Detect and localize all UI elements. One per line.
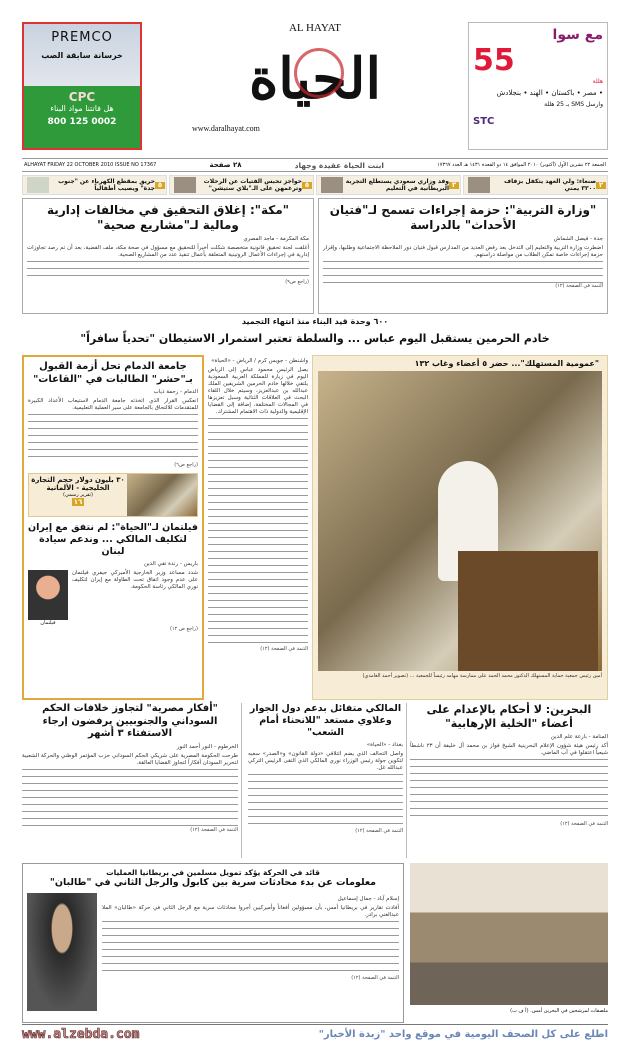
dammam-byline: الدمام - رحمة ذياب: [153, 389, 198, 395]
logo-ar: الحياة: [248, 46, 382, 112]
footer-rule: [22, 1024, 608, 1025]
main-bylines: واشنطن - جويس كرم / الرياض - «الحياة»: [211, 358, 308, 364]
premco-ad[interactable]: [22, 22, 142, 150]
story-lead: اضطرت وزارة التربية والتعليم إلى التدخل بعد رفض العديد من المدارس قبول فتيان دور الملاحظة الاجتماعية وطلبها، وإقرار حزمة إجراءات خاصة تمكن الطلاب من مواصلة دراستهم.: [323, 245, 603, 258]
main-continued[interactable]: التتمة في الصفحة (١٢): [260, 646, 308, 652]
promo-title: ٣٠ بليون دولار حجم التجارة الخليجية - الألمانية: [31, 476, 125, 492]
cpc-brand: CPC: [68, 90, 96, 104]
story-continued[interactable]: التتمة في الصفحة (١٢): [355, 827, 403, 834]
feltman-photo-label: فيلتمان: [40, 619, 56, 626]
stc-sms: وارسل SMS بـ 25 هللة: [544, 101, 603, 108]
main-kicker: ٦٠٠ وحدة قيد البناء منذ انتهاء التجميد: [241, 317, 389, 326]
stc-countries: • مصر • باكستان • الهند • بنجلادش: [496, 89, 603, 97]
main-lead: يصل الرئيس محمود عباس إلى الرياض اليوم في زيارة للمملكة العربية السعودية يلتقي خلالها خادم الحرمين الشريفين الملك عبدالله بن عبدالعزيز، وسيتم خلال اللقاء البحث في العلاقات الثنائية وسبل تعزيزها في المجالات المختلفة، إضافة إلى القضايا الإقليمية والدولية ذات الاهتمام المشترك.: [208, 367, 308, 415]
teaser-page: ٥: [302, 182, 312, 189]
promo-credit: (تقرير رسمي): [63, 492, 93, 498]
cpc-phone: 800 125 0002: [47, 117, 117, 127]
teaser-page: ٣: [449, 182, 459, 189]
globe-icon: [294, 48, 344, 98]
story-continued[interactable]: التتمة في الصفحة (١٢): [560, 820, 608, 827]
story-byline: الخرطوم - النور أحمد النور: [176, 743, 238, 750]
cpc-ad: [24, 86, 140, 148]
masthead-logo: [190, 18, 440, 158]
main-headline[interactable]: خادم الحرمين يستقبل اليوم عباس ... والسلطة تعتبر استمرار الاستيطان "تحدياً سافراً": [80, 332, 550, 345]
teaser-page: ٢: [596, 182, 606, 189]
promo-photo: [127, 474, 197, 516]
text-lines: [208, 416, 308, 646]
story-byline: جدة - فيصل الشماش: [553, 236, 603, 242]
story-makkah[interactable]: [22, 198, 314, 314]
story-byline: بغداد - «الحياة»: [366, 741, 403, 748]
text-lines: [248, 772, 403, 828]
teaser-title: حريق بمقطع الكهرباء عن "جنوب جدة" ويصيب أطفالياً: [58, 178, 155, 192]
page-count: ٢٨ صفحة: [209, 161, 242, 169]
dammam-lead: انعكس القرار الذي اتخذته جامعة الدمام لاستيعاب الأعداد الكبيرة للمتقدمات للالتحاق بالجامعة على سير العملية التعليمية.: [28, 398, 198, 411]
story-headline: "وزارة التربية": حزمة إجراءات تسمح لـ"فتيان الأحداث" بالدراسة: [329, 203, 597, 232]
teaser-item[interactable]: [169, 175, 314, 195]
bahrain-posters-photo: [410, 863, 608, 1005]
story-continued[interactable]: (راجع ص٩): [285, 279, 309, 285]
stc-unit: هللة: [592, 78, 603, 85]
photo-man-at-desk: [318, 371, 602, 671]
story-education[interactable]: [318, 198, 608, 314]
teaser-thumb: [27, 177, 49, 193]
teaser-strip: [22, 175, 608, 195]
story-continued[interactable]: التتمة في الصفحة (١٢): [190, 826, 238, 833]
desk-shape: [458, 551, 598, 671]
text-lines: [323, 259, 603, 283]
story-lead: أكد رئيس هيئة شؤون الإعلام البحرينية الشيخ فواز بن محمد آل خليفة أن ٢٣ ناشطاً شيعياً اعتقلوا في آب الماضي.: [410, 742, 608, 756]
photo-story-headline: "عمومية المستهلك"... حضر ٥ أعضاء وغاب ١٣٢: [414, 359, 599, 368]
taliban-continued[interactable]: التتمة في الصفحة (١٢): [351, 974, 399, 981]
teaser-thumb: [321, 177, 343, 193]
story-lead: واصل التحالف الذي يضم ائتلافي «دولة القانون» و«الصدر» سعيه لتكوين جولة رئيس الوزراء نوري المالكي الذي التقى الرئيس التركي عبدالله غل.: [248, 750, 403, 771]
footer-slogan: اطلع على كل الصحف اليومية في موقع واحد "زبدة الأخبار": [318, 1029, 608, 1040]
dateline-ar: الجمعة ٢٢ تشرين الأول (أكتوبر) ٢٠١٠ الموافق ١٤ ذو القعدة ١٤٣١ هـ العدد ١٧٣٦٧: [437, 162, 606, 168]
text-lines: [102, 919, 399, 975]
premco-ad-top: [24, 24, 140, 86]
text-lines: [22, 767, 238, 827]
motto: ابنت الحياة عقيدة وجهاد: [294, 160, 384, 170]
story-headline: البحرين: لا أحكام بالإعدام على أعضاء "الخلية الإرهابية": [426, 703, 592, 730]
story-sudan[interactable]: [22, 703, 242, 858]
left-column: [22, 355, 204, 700]
teaser-thumb: [174, 177, 196, 193]
feltman-photo: [28, 570, 68, 620]
teaser-title: وفد وزاري سعودي يستطلع التجربة البريطانية في التعليم: [345, 178, 449, 192]
teaser-page: ٥: [155, 182, 165, 189]
teaser-title: صنعاء: ولي العهد يتكفل بزفاف ٣٣٠٠ يمني: [504, 178, 596, 192]
taliban-lead: أفادت تقارير في بريطانيا أمس، بأن مسؤولين أفغاناً وأميركيين أجروا محادثات سرية مع الرجل الثاني في حركة «طالبان» الملا عبدالغني برادر.: [102, 904, 399, 918]
story-headline: "أفكار مصرية" لتجاوز خلافات الحكم السوداني والجنوبيين يرفضون إرجاء الاستفتاء ٣ أشهر: [42, 703, 218, 739]
stc-brand: STC: [473, 116, 495, 127]
premco-brand: PREMCO: [51, 30, 113, 45]
promo-page: ١٦: [73, 498, 83, 506]
stc-ad[interactable]: [468, 22, 608, 150]
main-story-body: [208, 355, 308, 700]
teaser-title: حواجز تحبس الفتيات عن الرحلات وترغمهن على الـ"بلاي ستيشن": [203, 178, 302, 192]
dateline-en: ALHAYAT FRIDAY 22 OCTOBER 2010 ISSUE NO 17367: [24, 162, 157, 168]
trade-promo[interactable]: [28, 473, 198, 517]
footer-url[interactable]: www.alzebda.com: [22, 1027, 140, 1042]
feltman-headline[interactable]: فيلتمان لـ"الحياة": لم نتفق مع إيران لتكليف المالكي ... وندعم سيادة لبنان: [27, 522, 198, 557]
stc-head: مع سوا: [552, 27, 603, 43]
story-maliki[interactable]: [245, 703, 407, 858]
teaser-thumb: [468, 177, 490, 193]
bahrain-photo-caption: ملصقات لمرشحين في البحرين أمس. (أ ف ب): [510, 1008, 608, 1014]
teaser-item[interactable]: [463, 175, 608, 195]
story-headline: المالكي متفائل بدعم دول الجوار وعلاوي مستعد "للانحناء أمام الشعب": [249, 703, 402, 738]
stc-price: 55: [473, 43, 515, 78]
text-lines: [410, 757, 608, 821]
story-lead: أغلقت لجنة تحقيق قانونية متخصصة شكلت أخيراً للتحقيق مع مسؤول في صحة مكة، ملف القضية، بعد أن تم رصد تجاوزات إدارية في إجراءات الأعمال الروتينية المتعلقة بأعمال تنفيذ عدد من المشاريع الصحية.: [27, 245, 309, 258]
feltman-byline: باريس - رندة تقي الدين: [143, 560, 198, 567]
story-taliban[interactable]: [22, 863, 404, 1023]
teaser-item[interactable]: [22, 175, 167, 195]
story-lead: طرحت الحكومة المصرية على شريكي الحكم السوداني حزب المؤتمر الوطني والحركة الشعبية لتحرير السودان أفكاراً لتجاوز القضايا العالقة.: [22, 752, 238, 766]
text-lines: [28, 412, 198, 462]
story-headline: "مكة": إغلاق التحقيق في مخالفات إدارية ومالية لـ"مشاريع صحية": [47, 203, 289, 232]
photo-story[interactable]: [312, 355, 608, 700]
story-byline: مكة المكرمة - ماجد المصري: [243, 236, 309, 242]
text-lines: [27, 259, 309, 279]
taliban-headline: معلومات عن بدء محادثات سرية بين كابول والرجل الثاني في "طالبان": [49, 877, 377, 888]
photo-caption: أمين رئيس جمعية حماية المستهلك الدكتور محمد الحمد على ممارسة مهامه رئيساً للجمعية ... (تصوير أحمد الغامدي): [362, 673, 602, 679]
footer-banner[interactable]: [22, 1027, 608, 1042]
story-byline: المنامة - بارعة علم الدين: [550, 733, 608, 740]
cpc-line: هل فاتتنا مواد البناء: [50, 104, 114, 113]
site-url[interactable]: www.daralhayat.com: [192, 124, 260, 133]
bahrain-photo-block: [410, 863, 608, 1023]
feltman-lead: شدد مساعد وزير الخارجية الأميركي جيفري فيلتمان على عدم وجود اتفاق تحت الطاولة مع إيران لتكليف نوري المالكي رئاسة الحكومة.: [72, 569, 198, 590]
taliban-byline: إسلام آباد - جمال إسماعيل: [337, 895, 399, 902]
dammam-continued[interactable]: (راجع ص٦): [174, 462, 198, 468]
taliban-kicker: قائد في الحركة يؤكد تمويل مسلمين في بريطانيا العمليات: [106, 868, 320, 877]
dateline: [22, 158, 608, 172]
teaser-item[interactable]: [316, 175, 461, 195]
logo-en: AL HAYAT: [288, 22, 342, 34]
feltman-continued[interactable]: (راجع ص ١٢): [169, 625, 198, 632]
taliban-leader-photo: [27, 893, 97, 1011]
story-bahrain[interactable]: [410, 703, 608, 858]
dammam-headline[interactable]: جامعة الدمام تحل أزمة القبول بـ"حشر" الطالبات في "القاعات": [33, 361, 193, 385]
story-continued[interactable]: التتمة في الصفحة (١٢): [555, 283, 603, 289]
premco-tagline: خرسانة سابقة الصب: [41, 51, 123, 60]
